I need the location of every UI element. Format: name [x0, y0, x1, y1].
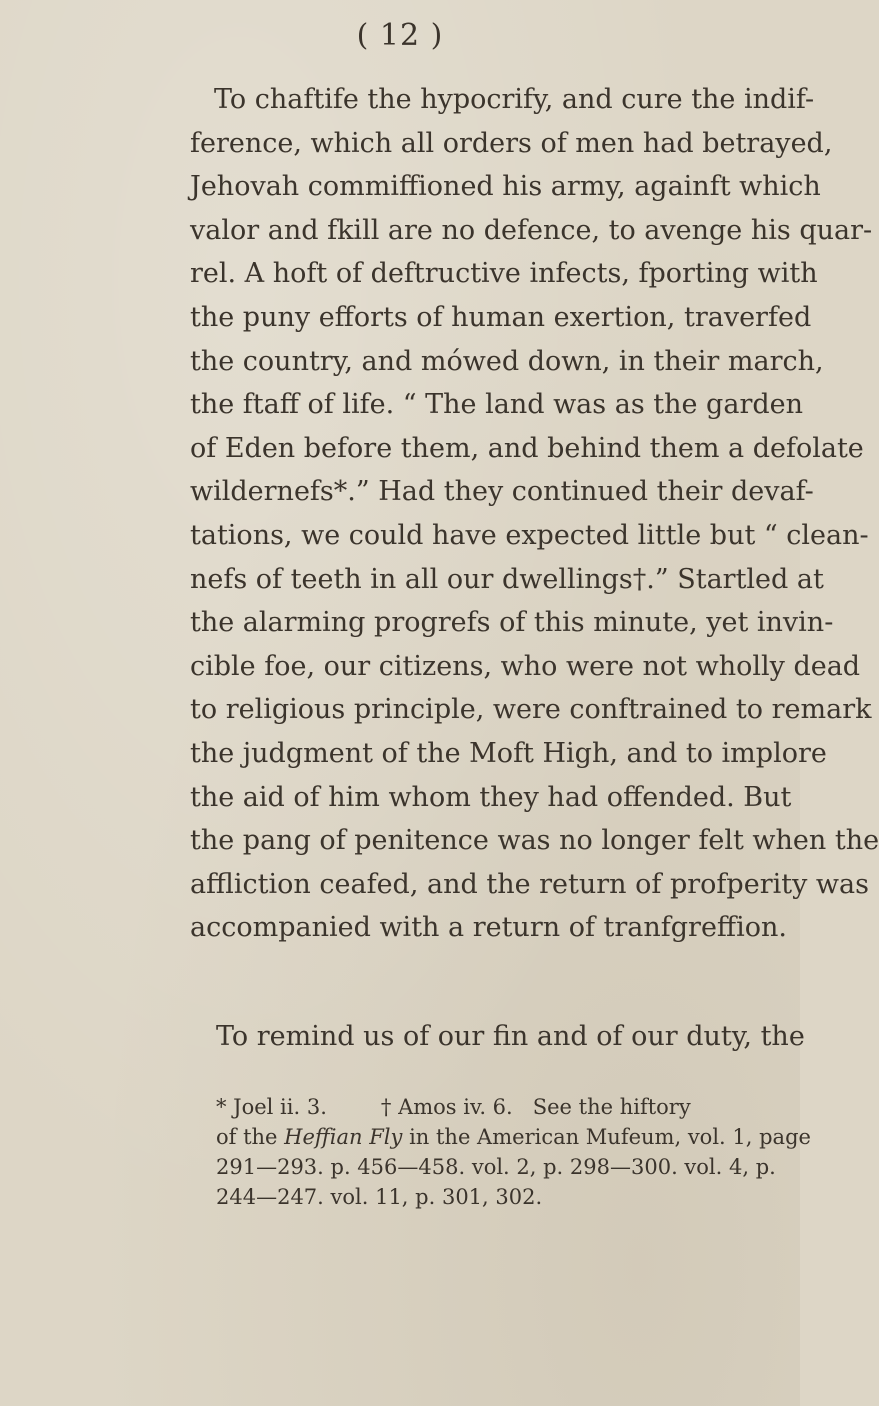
text-line: affliction ceafed, and the return of profperity was	[190, 868, 869, 900]
text-line: tations, we could have expected little but “ clean-	[190, 519, 869, 551]
text-line: rel. A hoft of deftructive infects, fporting with	[190, 258, 818, 290]
text-line: accompanied with a return of tranfgreffion.	[190, 912, 787, 944]
text-line: wildernefs*.” Had they continued their devaf-	[190, 476, 814, 508]
text-line: Jehovah commiffioned his army, againft which	[190, 171, 821, 203]
page-number: ( 12 )	[356, 18, 444, 53]
text-line: the puny efforts of human exertion, traverfed	[190, 301, 812, 333]
footnote-joel: * Joel ii. 3.	[216, 1095, 327, 1119]
footnote-amos: † Amos iv. 6.	[380, 1095, 513, 1119]
text-line: the pang of penitence was no longer felt when the	[190, 825, 879, 857]
footnote-line	[216, 1092, 788, 1122]
text-line: to religious principle, were conftrained to remark	[190, 694, 872, 726]
text-line: cible foe, our citizens, who were not wholly dead	[190, 650, 861, 682]
footnote-line: 291—293. p. 456—458. vol. 2, p. 298—300. vol. 4, p.	[216, 1155, 776, 1179]
text-line: the aid of him whom they had offended. But	[190, 781, 792, 813]
text-line: the ftaff of life. “ The land was as the garden	[190, 389, 803, 421]
footnote-line: of the Heffian Fly in the American Mufeum, vol. 1, page	[216, 1125, 811, 1149]
main-paragraph	[190, 78, 879, 950]
text-line: the judgment of the Moft High, and to implore	[190, 737, 827, 769]
text-line: the country, and mówed down, in their march,	[190, 345, 824, 377]
footnotes	[216, 1092, 811, 1212]
continuing-paragraph: To remind us of our fin and of our duty, the	[216, 1021, 805, 1052]
text-line: ference, which all orders of men had betrayed,	[190, 127, 833, 159]
text-line: the alarming progrefs of this minute, yet invin-	[190, 607, 834, 639]
footnote-line: 244—247. vol. 11, p. 301, 302.	[216, 1185, 543, 1209]
text-line: valor and fkill are no defence, to avenge his quar-	[190, 214, 873, 246]
text-line: of Eden before them, and behind them a defolate	[190, 432, 864, 464]
text-line: To chaftife the hypocrify, and cure the indif-	[214, 84, 815, 115]
text-line: nefs of teeth in all our dwellings†.” Startled at	[190, 563, 824, 595]
footnote-history-ref: See the hiftory	[532, 1095, 691, 1119]
footnote-title: Heffian Fly	[284, 1125, 403, 1149]
